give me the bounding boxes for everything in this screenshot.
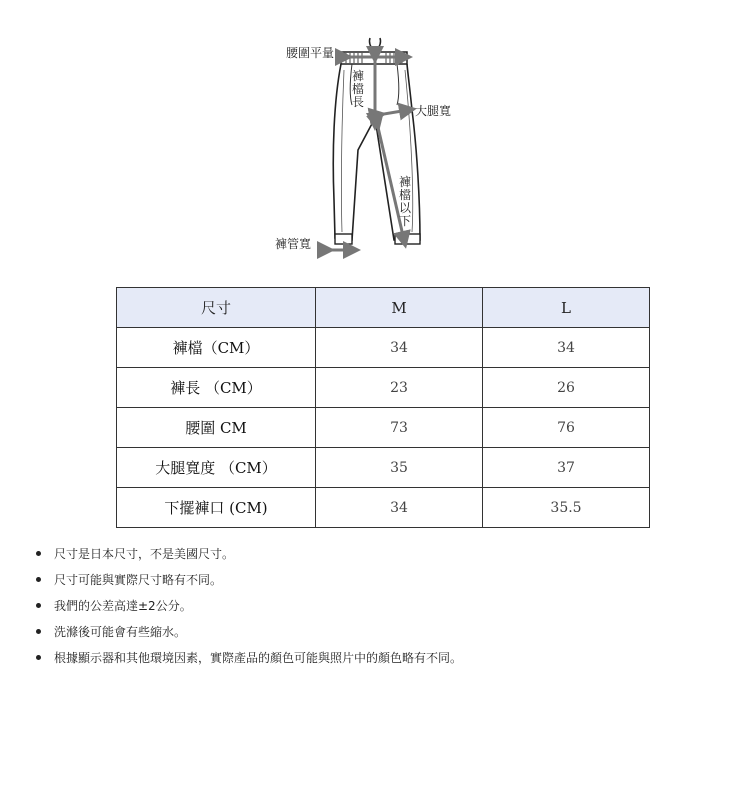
row-label: 下擺褲口 (CM) — [117, 488, 316, 528]
bullet-icon — [36, 629, 41, 634]
row-label: 褲長 （CM） — [117, 368, 316, 408]
table-header-row — [117, 288, 650, 328]
bullet-icon — [36, 551, 41, 556]
list-item — [36, 598, 462, 624]
pants-measurement-diagram — [0, 0, 750, 270]
value-l: 26 — [483, 368, 650, 408]
left-cuff — [335, 234, 352, 244]
value-m: 73 — [316, 408, 483, 448]
row-label: 大腿寬度 （CM） — [117, 448, 316, 488]
table-row — [117, 488, 650, 528]
size-chart-table — [116, 287, 650, 528]
value-m: 34 — [316, 488, 483, 528]
note-text: 我們的公差高達±2公分。 — [54, 599, 192, 613]
value-l: 34 — [483, 328, 650, 368]
note-text: 尺寸是日本尺寸，不是美國尺寸。 — [54, 547, 235, 561]
header-size: 尺寸 — [117, 288, 316, 328]
bullet-icon — [36, 603, 41, 608]
size-notes-list — [36, 546, 462, 676]
bullet-icon — [36, 577, 41, 582]
drawstring — [369, 38, 380, 52]
value-l: 76 — [483, 408, 650, 448]
list-item — [36, 650, 462, 676]
header-l: L — [483, 288, 650, 328]
note-text: 尺寸可能與實際尺寸略有不同。 — [54, 573, 223, 587]
hem-width-label: 褲管寬 — [275, 237, 312, 251]
table-row — [117, 408, 650, 448]
value-m: 34 — [316, 328, 483, 368]
value-l: 37 — [483, 448, 650, 488]
header-m: M — [316, 288, 483, 328]
row-label: 褲檔（CM） — [117, 328, 316, 368]
value-l: 35.5 — [483, 488, 650, 528]
right-cuff — [395, 234, 420, 244]
value-m: 23 — [316, 368, 483, 408]
list-item — [36, 624, 462, 650]
list-item — [36, 572, 462, 598]
waist-flat-label: 腰圍平量 — [286, 46, 335, 60]
rise-length-label: 褲檔長 — [351, 69, 364, 109]
row-label: 腰圍 CM — [117, 408, 316, 448]
pants-outline-svg — [0, 0, 750, 270]
thigh-width-label: 大腿寬 — [415, 104, 452, 118]
bullet-icon — [36, 655, 41, 660]
table-row — [117, 328, 650, 368]
table-row — [117, 448, 650, 488]
note-text: 根據顯示器和其他環境因素，實際產品的顏色可能與照片中的顏色略有不同。 — [54, 651, 463, 665]
thigh-arrow — [378, 110, 408, 115]
list-item — [36, 546, 462, 572]
table-row — [117, 368, 650, 408]
note-text: 洗滌後可能會有些縮水。 — [54, 625, 187, 639]
value-m: 35 — [316, 448, 483, 488]
inseam-label: 褲檔以下 — [398, 175, 411, 228]
